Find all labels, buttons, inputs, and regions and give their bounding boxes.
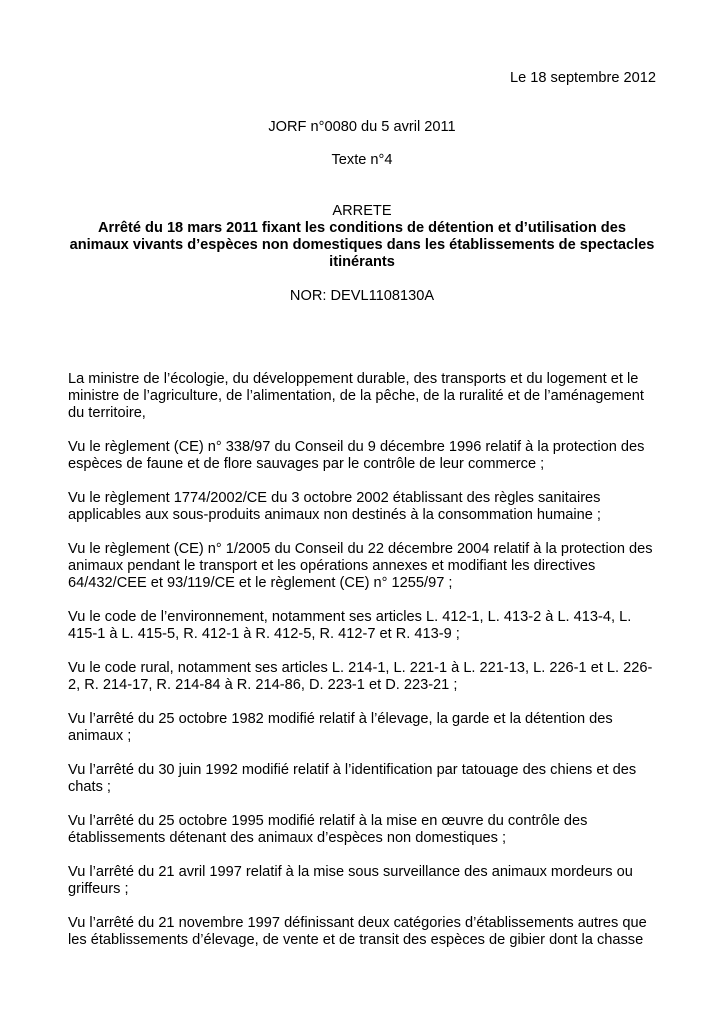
paragraph-visa: Vu l’arrêté du 30 juin 1992 modifié relatif à l’identification par tatouage des chiens et des chats ; <box>68 762 637 795</box>
texte-number: Texte n°4 <box>331 152 393 168</box>
document-kind: ARRETE <box>332 203 392 219</box>
paragraph-visa: Vu le règlement 1774/2002/CE du 3 octobre 2002 établissant des règles sanitaires applicables aux sous-produits animaux non destinés à la consommation humaine ; <box>68 490 601 523</box>
paragraph-visa: Vu le règlement (CE) n° 1/2005 du Conseil du 22 décembre 2004 relatif à la protection des animaux pendant le transport et les opérations annexes et modifiant les directives 64/432/CEE et 93/119/CE et le règlement (CE) n° 1255/97 ; <box>68 541 653 591</box>
jorf-reference: JORF n°0080 du 5 avril 2011 <box>268 119 456 135</box>
paragraph-visa: Vu l’arrêté du 21 novembre 1997 définissant deux catégories d’établissements autres que les établissements d’élevage, de vente et de transit des espèces de gibier dont la chasse <box>68 915 647 948</box>
paragraph-visa: Vu le code rural, notamment ses articles L. 214-1, L. 221-1 à L. 221-13, L. 226-1 et L. 226-2, R. 214-17, R. 214-84 à R. 214-86, D. 223-1 et D. 223-21 ; <box>68 660 653 693</box>
paragraph-visa: Vu l’arrêté du 25 octobre 1982 modifié relatif à l’élevage, la garde et la détention des animaux ; <box>68 711 613 744</box>
paragraph-preamble: La ministre de l’écologie, du développement durable, des transports et du logement et le ministre de l’agriculture, de l’alimentation, de la pêche, de la ruralité et de l’aménagement du territoire, <box>68 371 644 421</box>
paragraph-visa: Vu le règlement (CE) n° 338/97 du Conseil du 9 décembre 1996 relatif à la protection des espèces de faune et de flore sauvages par le contrôle de leur commerce ; <box>68 439 645 472</box>
paragraph-visa: Vu le code de l’environnement, notamment ses articles L. 412-1, L. 413-2 à L. 413-4, L. 415-1 à L. 415-5, R. 412-1 à R. 412-5, R. 412-7 et R. 413-9 ; <box>68 609 632 642</box>
document-date: Le 18 septembre 2012 <box>509 70 656 86</box>
paragraph-visa: Vu l’arrêté du 25 octobre 1995 modifié relatif à la mise en œuvre du contrôle des établissements détenant des animaux d’espèces non domestiques ; <box>68 813 588 846</box>
paragraph-visa: Vu l’arrêté du 21 avril 1997 relatif à la mise sous surveillance des animaux mordeurs ou griffeurs ; <box>68 864 633 897</box>
document-body <box>68 371 656 966</box>
nor-reference: NOR: DEVL1108130A <box>289 288 435 304</box>
document-title: Arrêté du 18 mars 2011 fixant les conditions de détention et d’utilisation des animaux vivants d’espèces non domestiques dans les établissements de spectacles itinérants <box>69 220 655 270</box>
